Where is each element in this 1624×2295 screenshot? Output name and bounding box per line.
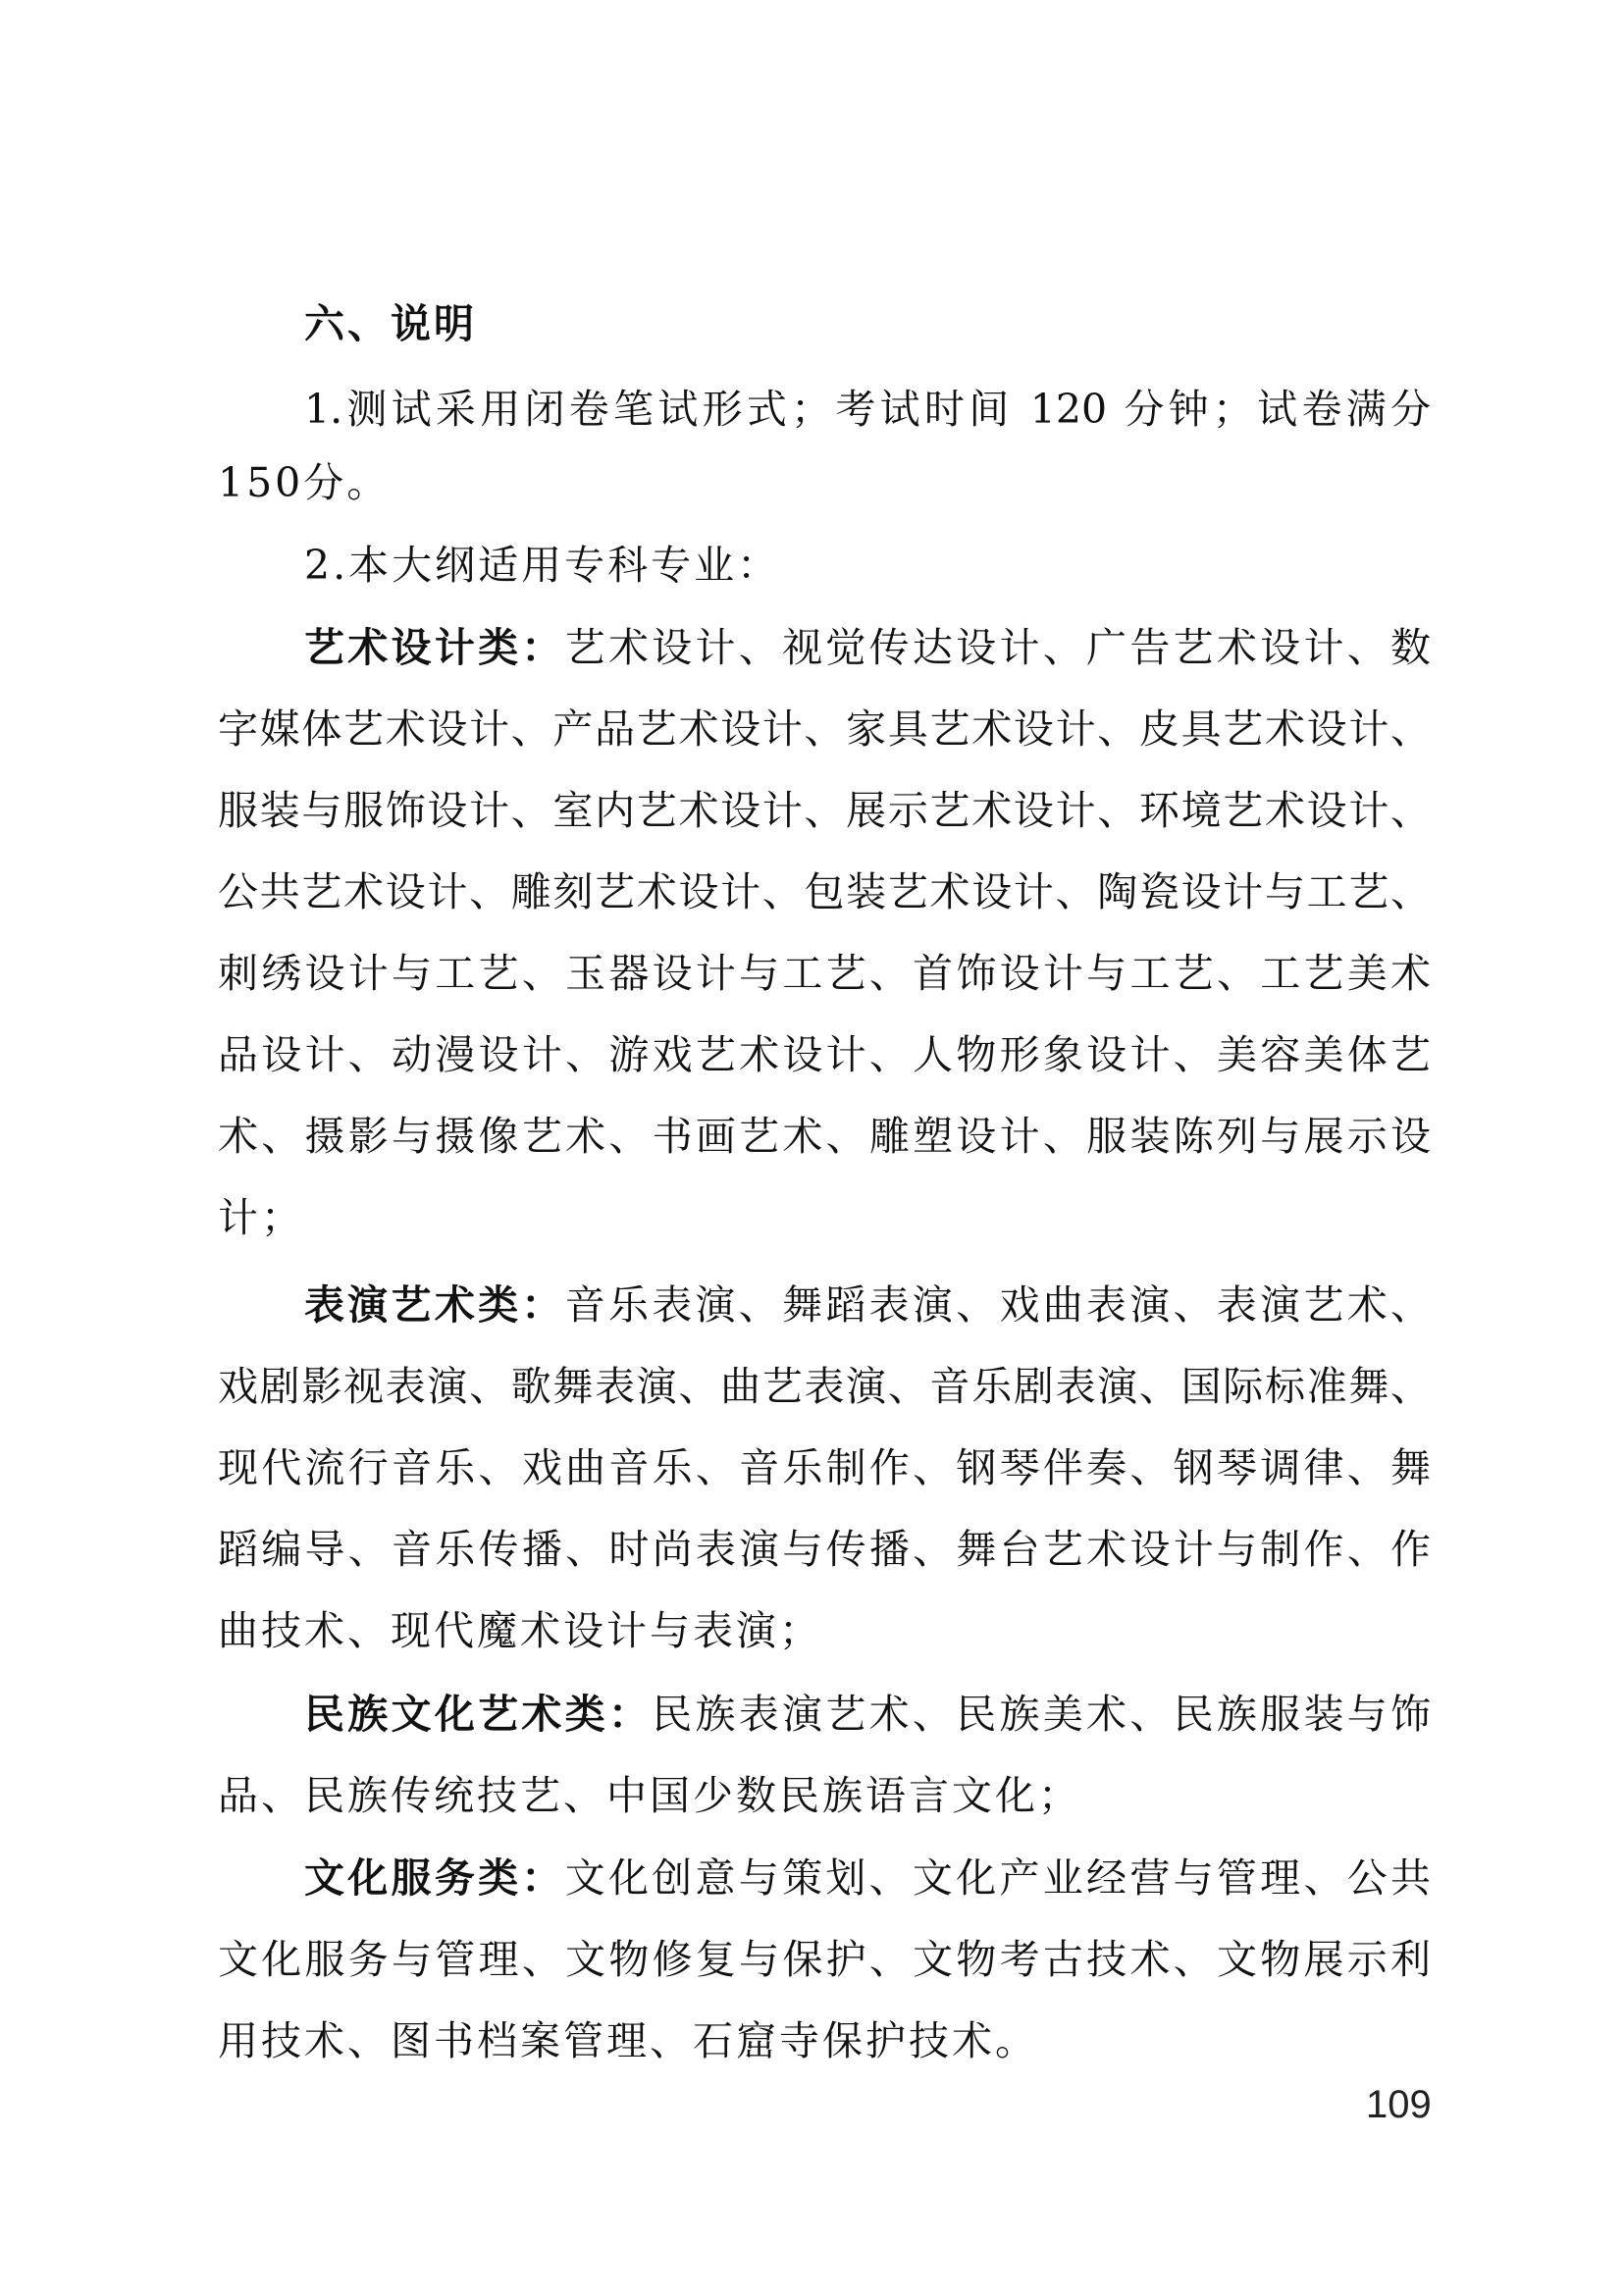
art-design-line: 公共艺术设计、雕刻艺术设计、包装艺术设计、陶瓷设计与工艺、: [218, 868, 1431, 915]
art-design-line: 计；: [218, 1194, 304, 1241]
performing-arts-line: 现代流行音乐、戏曲音乐、音乐制作、钢琴伴奏、钢琴调律、舞: [218, 1444, 1431, 1491]
ethnic-culture-label: 民族文化艺术类：: [304, 1691, 653, 1738]
performing-arts-line: 曲技术、现代魔术设计与表演；: [218, 1607, 822, 1654]
art-design-line: 术、摄影与摄像艺术、书画艺术、雕塑设计、服装陈列与展示设: [218, 1113, 1431, 1160]
ethnic-culture-first-line: [304, 1685, 1431, 1744]
art-design-line: 字媒体艺术设计、产品艺术设计、家具艺术设计、皮具艺术设计、: [218, 705, 1431, 753]
art-design-line: 品设计、动漫设计、游戏艺术设计、人物形象设计、美容美体艺: [218, 1031, 1431, 1078]
item1-line2: 150分。: [218, 459, 391, 506]
cultural-services-line: 用技术、图书档案管理、石窟寺保护技术。: [218, 2017, 1038, 2064]
ethnic-culture-first-text: 民族表演艺术、民族美术、民族服装与饰: [652, 1691, 1432, 1738]
cultural-services-first-line: [304, 1849, 1431, 1907]
performing-arts-label: 表演艺术类：: [304, 1281, 565, 1329]
art-design-label: 艺术设计类：: [304, 624, 565, 671]
art-design-first-line: [304, 618, 1431, 677]
art-design-first-text: 艺术设计、视觉传达设计、广告艺术设计、数: [564, 624, 1432, 671]
art-design-line: 服装与服饰设计、室内艺术设计、展示艺术设计、环境艺术设计、: [218, 787, 1431, 834]
ethnic-culture-line: 品、民族传统技艺、中国少数民族语言文化；: [218, 1772, 1081, 1819]
cultural-services-first-text: 文化创意与策划、文化产业经营与管理、公共: [564, 1854, 1432, 1902]
item1-line1: 1.测试采用闭卷笔试形式；考试时间 120 分钟；试卷满分: [304, 386, 1431, 433]
performing-arts-first-text: 音乐表演、舞蹈表演、戏曲表演、表演艺术、: [564, 1281, 1432, 1329]
art-design-line: 刺绣设计与工艺、玉器设计与工艺、首饰设计与工艺、工艺美术: [218, 950, 1431, 997]
cultural-services-label: 文化服务类：: [304, 1854, 565, 1902]
page-number: 109: [1366, 2083, 1432, 2126]
cultural-services-line: 文化服务与管理、文物修复与保护、文物考古技术、文物展示利: [218, 1936, 1431, 1983]
performing-arts-first-line: [304, 1276, 1431, 1334]
performing-arts-line: 蹈编导、音乐传播、时尚表演与传播、舞台艺术设计与制作、作: [218, 1526, 1431, 1573]
section-heading: 六、说明: [304, 300, 477, 347]
performing-arts-line: 戏剧影视表演、歌舞表演、曲艺表演、音乐剧表演、国际标准舞、: [218, 1363, 1431, 1410]
item2-line1: 2.本大纲适用专科专业：: [304, 542, 781, 589]
